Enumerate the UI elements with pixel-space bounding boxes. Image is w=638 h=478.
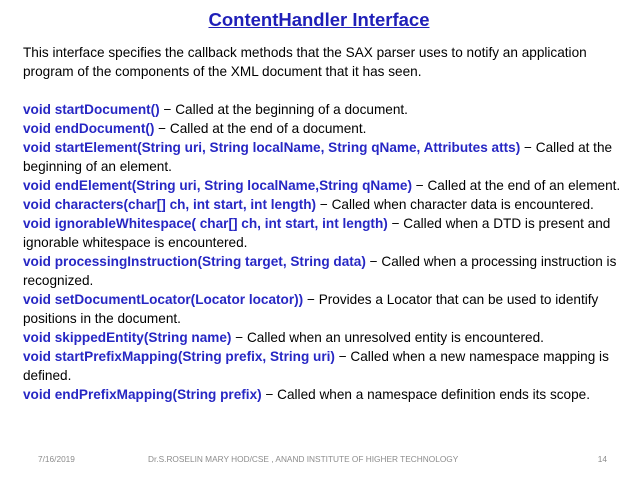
intro-paragraph: This interface specifies the callback methods that the SAX parser uses to notify an application program of the components of the XML document that it has seen. — [23, 45, 587, 79]
method-signature: void processingInstruction(String target, String data) — [23, 254, 366, 269]
method-signature: void startElement(String uri, String localName, String qName, Attributes atts) — [23, 140, 521, 155]
method-description: − Called at the end of an element. — [412, 178, 621, 193]
method-signature: void skippedEntity(String name) — [23, 330, 232, 345]
method-description: − Called when a new namespace mapping is defined. — [23, 349, 609, 383]
method-item — [23, 328, 623, 347]
method-signature: void ignorableWhitespace( char[] ch, int start, int length) — [23, 216, 388, 231]
method-item — [23, 195, 623, 214]
footer-date: 7/16/2019 — [38, 454, 75, 464]
method-item — [23, 214, 623, 252]
method-description: − Provides a Locator that can be used to identify positions in the document. — [23, 292, 599, 326]
method-item — [23, 290, 623, 328]
method-item — [23, 119, 623, 138]
method-item — [23, 176, 623, 195]
method-description: − Called at the beginning of an element. — [23, 140, 613, 174]
method-signature: void startPrefixMapping(String prefix, String uri) — [23, 349, 335, 364]
slide-title: ContentHandler Interface — [208, 9, 430, 30]
method-item — [23, 138, 623, 176]
method-signature: void endElement(String uri, String localName,String qName) — [23, 178, 412, 193]
method-item — [23, 385, 623, 404]
method-description: − Called when character data is encountered. — [316, 197, 594, 212]
method-signature: void startDocument() — [23, 102, 160, 117]
method-signature: void endPrefixMapping(String prefix) — [23, 387, 262, 402]
method-signature: void endDocument() — [23, 121, 155, 136]
slide-body — [23, 43, 623, 404]
method-item — [23, 100, 623, 119]
method-description: − Called at the beginning of a document. — [159, 102, 408, 117]
method-item — [23, 252, 623, 290]
slide-footer — [0, 452, 638, 466]
method-item — [23, 347, 623, 385]
footer-author: Dr.S.ROSELIN MARY HOD/CSE , ANAND INSTITUTE OF HIGHER TECHNOLOGY — [148, 454, 459, 464]
method-description: − Called when a DTD is present and ignorable whitespace is encountered. — [23, 216, 611, 250]
method-description: − Called when a processing instruction is recognized. — [23, 254, 617, 288]
method-description: − Called when an unresolved entity is encountered. — [231, 330, 544, 345]
method-list — [23, 100, 623, 404]
method-description: − Called when a namespace definition ends its scope. — [261, 387, 591, 402]
method-signature: void characters(char[] ch, int start, int length) — [23, 197, 317, 212]
method-description: − Called at the end of a document. — [154, 121, 367, 136]
method-signature: void setDocumentLocator(Locator locator)) — [23, 292, 304, 307]
page-number: 14 — [597, 454, 607, 464]
